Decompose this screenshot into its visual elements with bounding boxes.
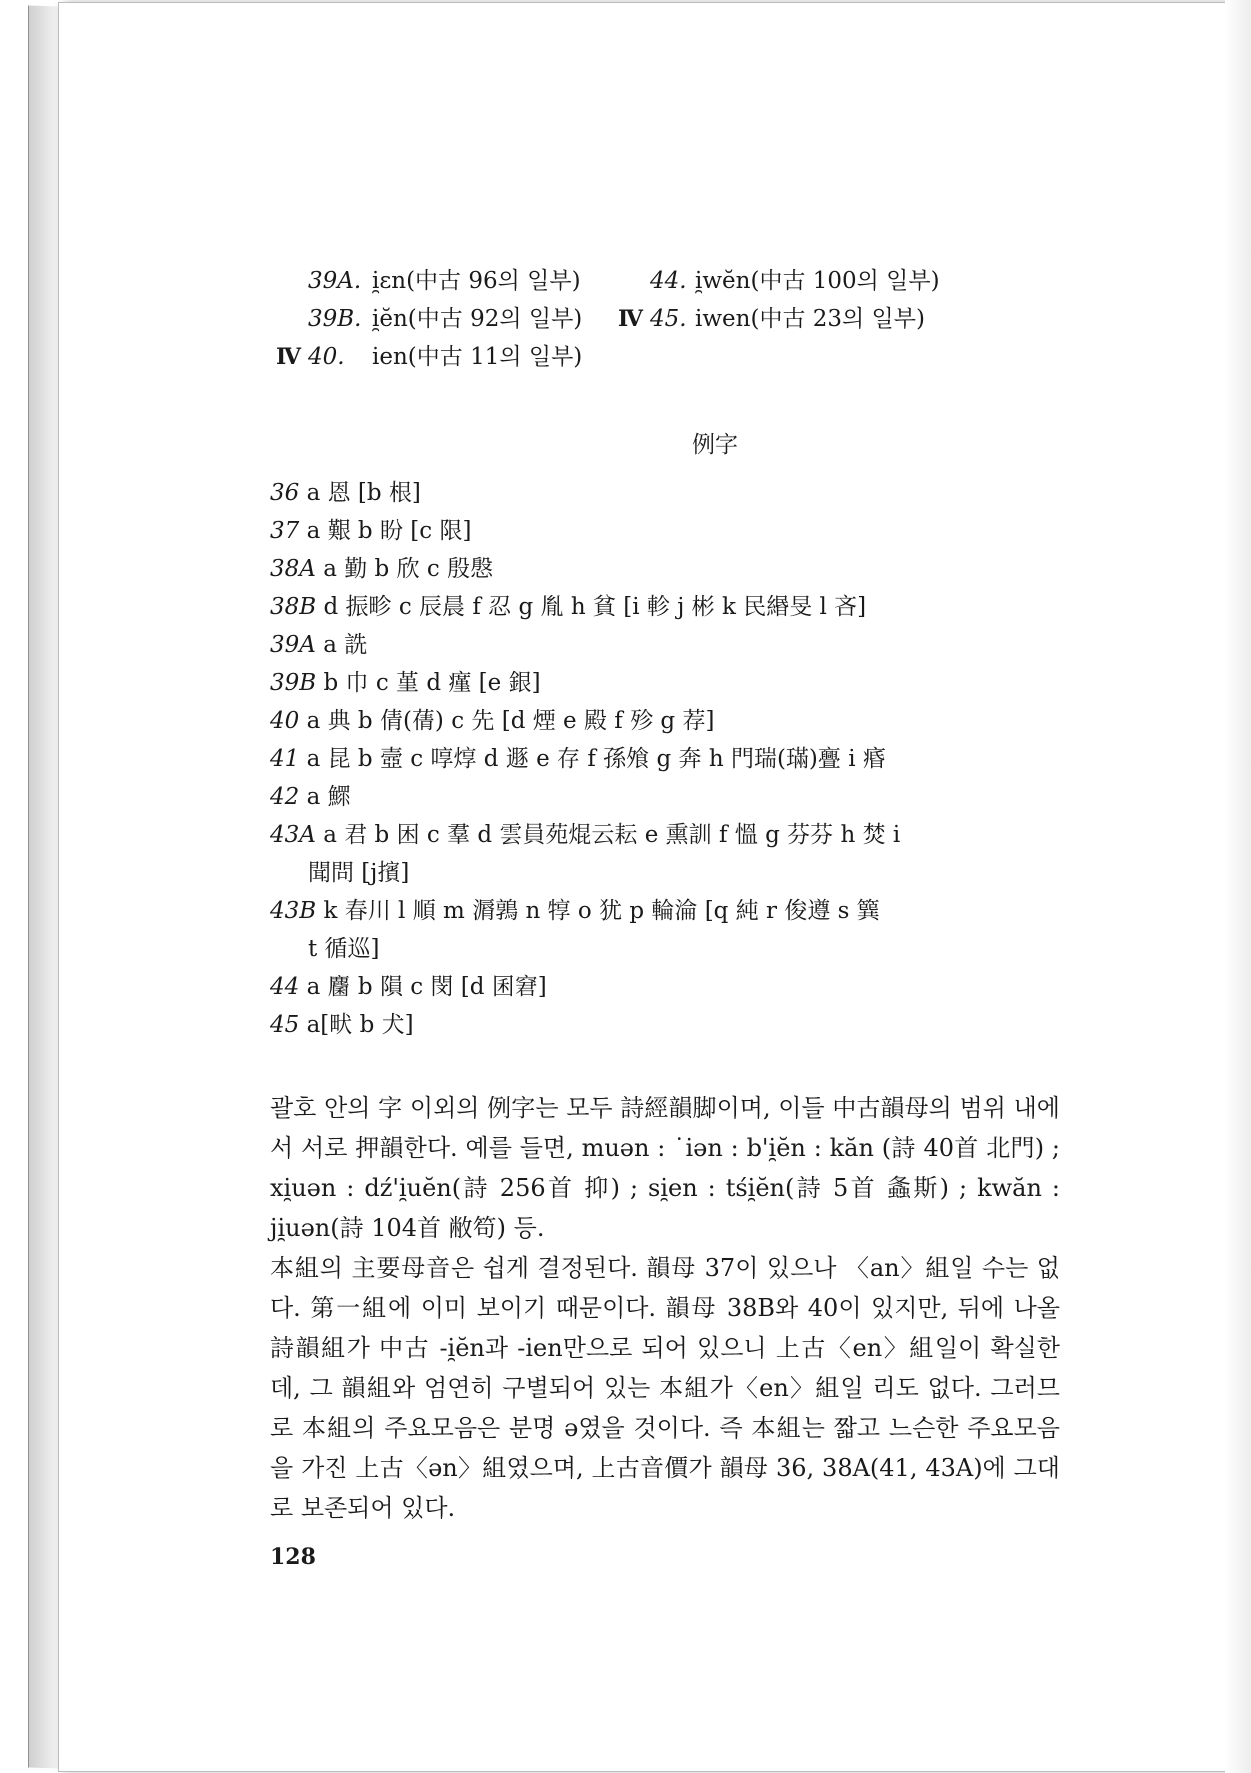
- page-number: 128: [270, 1544, 316, 1570]
- example-text: a 典 b 倩(蒨) c 先 [d 煙 e 殿 f 殄 g 荐]: [306, 708, 715, 734]
- header-right-text: i̯wĕn(中古 100의 일부): [695, 268, 940, 294]
- example-label: 42: [270, 784, 300, 810]
- example-label: 38A: [270, 556, 316, 582]
- header-left-roman: Ⅳ: [276, 344, 301, 370]
- example-text: a 鰥: [306, 784, 351, 810]
- section-title: 例字: [692, 432, 738, 458]
- example-line: [270, 588, 1090, 626]
- example-label: 37: [270, 518, 300, 544]
- header-left-text: ien(中古 11의 일부): [372, 344, 583, 370]
- example-text: a 君 b 困 c 羣 d 雲員苑焜云耘 e 熏訓 f 慍 g 芬芬 h 焚 i: [323, 822, 901, 848]
- book-spine: [28, 5, 59, 1768]
- example-label: 41: [270, 746, 300, 772]
- example-text: b 巾 c 堇 d 瘽 [e 銀]: [323, 670, 541, 696]
- example-text: a 麕 b 隕 c 閔 [d 囷窘]: [306, 974, 547, 1000]
- header-left-label: 39B.: [308, 306, 362, 332]
- header-left-text: i̯ĕn(中古 92의 일부): [372, 306, 583, 332]
- example-label: 40: [270, 708, 300, 734]
- example-list: [270, 474, 1090, 1044]
- example-label: 43B: [270, 898, 317, 924]
- example-text: a 勤 b 欣 c 殷慇: [323, 556, 494, 582]
- body-text: [270, 1088, 1060, 1528]
- example-label: 36: [270, 480, 300, 506]
- header-right-label: 44.: [650, 268, 687, 294]
- header-left-label: 39A.: [308, 268, 362, 294]
- page-content: [270, 262, 1090, 1576]
- example-label: 45: [270, 1012, 300, 1038]
- example-line: [270, 702, 1090, 740]
- page-right-edge: [1225, 0, 1251, 1773]
- example-text: k 春川 l 順 m 漘鶉 n 犉 o 犹 p 輪淪 [q 純 r 俊遵 s 簨: [323, 898, 880, 924]
- header-right-roman: Ⅳ: [618, 306, 643, 332]
- header-left-label: 40.: [308, 344, 345, 370]
- example-line: [270, 474, 1090, 512]
- paragraph: 本組의 主要母音은 쉽게 결정된다. 韻母 37이 있으나 〈an〉組일 수는 없다. 第一組에 이미 보이기 때문이다. 韻母 38B와 40이 있지만, 뒤에 나올 詩韻組가 中古 -i̯ĕn과 -ien만으로 되어 있으니 上古〈en〉組일이 확실한데, 그 韻組와 엄연히 구별되어 있는 本組가〈en〉組일 리도 없다. 그러므로 本組의 주요모음은 분명 ə였을 것이다. 즉 本組는 짧고 느슨한 주요모음을 가진 上古〈ən〉組였으며, 上古音價가 韻母 36, 38A(41, 43A)에 그대로 보존되어 있다.: [270, 1254, 1060, 1522]
- example-text: a 昆 b 壼 c 啍焞 d 遯 e 存 f 孫飧 g 奔 h 門瑞(璊)亹 i 痻: [306, 746, 886, 772]
- example-line: [270, 1006, 1090, 1044]
- example-line: [270, 816, 1090, 854]
- example-line: [270, 778, 1090, 816]
- example-label: 43A: [270, 822, 316, 848]
- example-line: [270, 664, 1090, 702]
- example-line: [270, 550, 1090, 588]
- example-line: [270, 968, 1090, 1006]
- header-right-text: iwen(中古 23의 일부): [695, 306, 925, 332]
- header-right-label: 45.: [650, 306, 687, 332]
- header-row: [276, 338, 1090, 376]
- example-label: 39B: [270, 670, 317, 696]
- example-text: t 循巡]: [308, 936, 380, 962]
- example-line: [270, 626, 1090, 664]
- paragraph: 괄호 안의 字 이외의 例字는 모두 詩經韻脚이며, 이들 中古韻母의 범위 내에서 서로 押韻한다. 예를 들면, muən : ˙iən : b'i̯ĕn : kăn (詩 40首 北門) ; xi̯uən : dź'i̯uĕn(詩 256首 抑) ; si̯en : tśi̯ĕn(詩 5首 螽斯) ; kwăn : ji̯uən(詩 104首 敝笱) 등.: [270, 1094, 1060, 1242]
- example-text: a 詵: [323, 632, 368, 658]
- example-line: [270, 892, 1090, 930]
- header-row: [300, 262, 1090, 300]
- example-text: a 恩 [b 根]: [306, 480, 421, 506]
- example-line: [270, 740, 1090, 778]
- example-line: [270, 512, 1090, 550]
- example-text: d 振畛 c 辰晨 f 忍 g 胤 h 貧 [i 軫 j 彬 k 民緡旻 l 吝]: [323, 594, 867, 620]
- header-row: [300, 300, 1090, 338]
- example-text: a[畎 b 犬]: [306, 1012, 414, 1038]
- example-text: a 艱 b 盼 [c 限]: [306, 518, 472, 544]
- example-label: 39A: [270, 632, 316, 658]
- header-left-text: i̯ɛn(中古 96의 일부): [372, 268, 581, 294]
- example-label: 44: [270, 974, 300, 1000]
- example-label: 38B: [270, 594, 317, 620]
- example-line-continuation: [270, 930, 1090, 968]
- example-text: 聞問 [j擯]: [308, 860, 410, 886]
- example-line-continuation: [270, 854, 1090, 892]
